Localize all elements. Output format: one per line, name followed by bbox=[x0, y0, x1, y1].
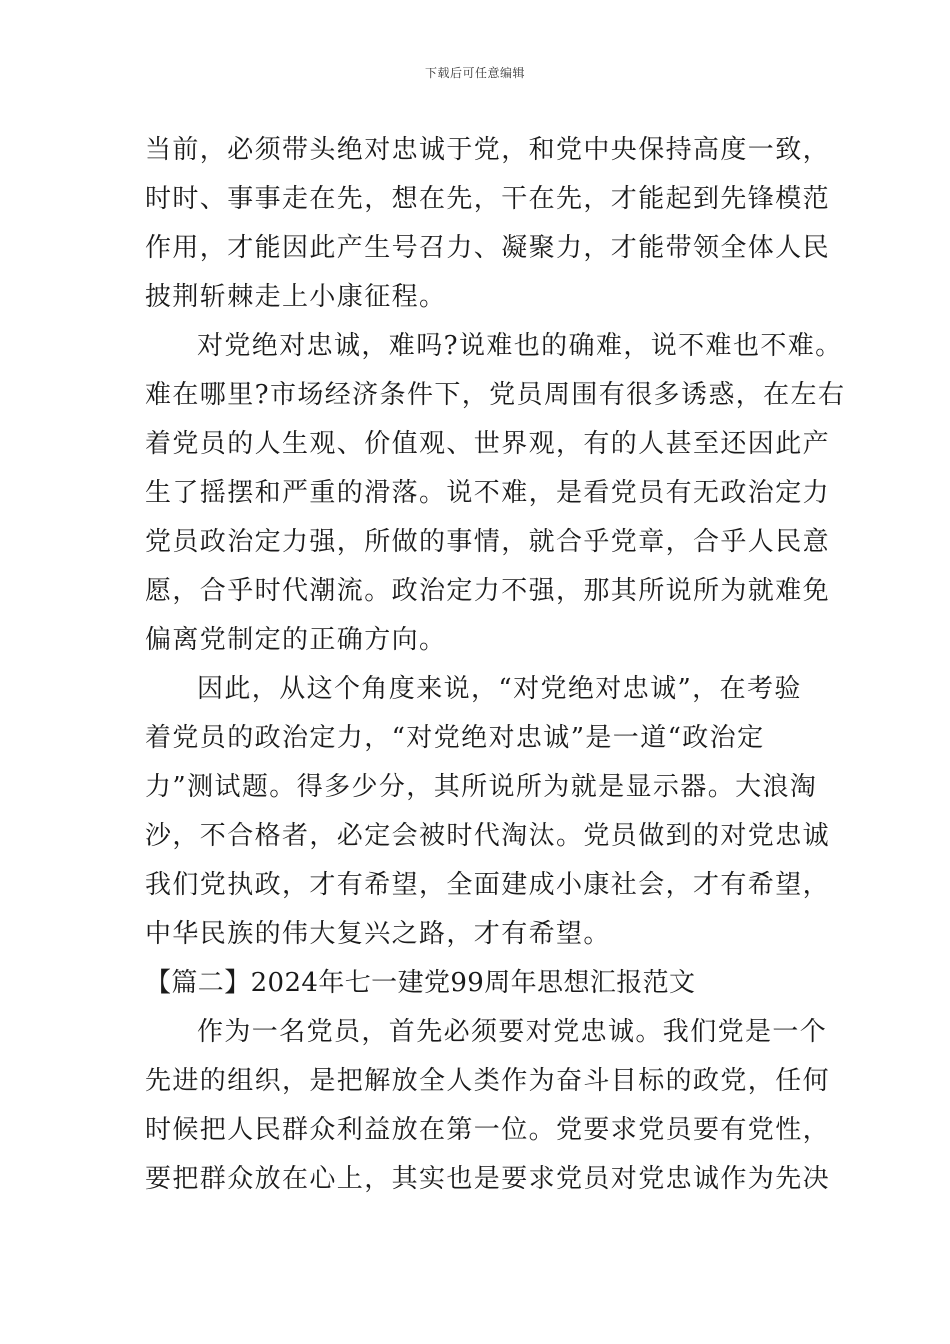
body-line: 偏离党制定的正确方向。 bbox=[145, 625, 447, 655]
page-header-note: 下载后可任意编辑 bbox=[424, 66, 525, 80]
body-line: 时时、事事走在先，想在先，干在先，才能起到先锋模范 bbox=[145, 184, 831, 214]
body-line: 愿，合乎时代潮流。政治定力不强，那其所说所为就难免 bbox=[145, 576, 831, 606]
paragraph-first-line: 作为一名党员，首先必须要对党忠诚。我们党是一个 bbox=[197, 1017, 828, 1047]
body-line: 先进的组织，是把解放全人类作为奋斗目标的政党，任何 bbox=[145, 1066, 831, 1096]
paragraph-first-line: 对党绝对忠诚，难吗?说难也的确难，说不难也不难。 bbox=[197, 331, 843, 361]
body-line: 作用，才能因此产生号召力、凝聚力，才能带领全体人民 bbox=[145, 233, 831, 263]
body-line: 着党员的人生观、价值观、世界观，有的人甚至还因此产 bbox=[145, 429, 831, 459]
body-line: 要把群众放在心上，其实也是要求党员对党忠诚作为先决 bbox=[145, 1164, 831, 1194]
body-line: 披荆斩棘走上小康征程。 bbox=[145, 282, 447, 312]
body-line: 沙，不合格者，必定会被时代淘汰。党员做到的对党忠诚 bbox=[145, 821, 831, 851]
document-body bbox=[145, 126, 846, 1204]
body-line: 生了摇摆和严重的滑落。说不难，是看党员有无政治定力 bbox=[145, 478, 831, 508]
body-line: 中华民族的伟大复兴之路，才有希望。 bbox=[145, 919, 611, 949]
body-line: 力”测试题。得多少分，其所说所为就是显示器。大浪淘 bbox=[145, 772, 818, 802]
body-line: 时候把人民群众利益放在第一位。党要求党员要有党性， bbox=[145, 1115, 831, 1145]
body-line: 党员政治定力强，所做的事情，就合乎党章，合乎人民意 bbox=[145, 527, 831, 557]
body-line: 我们党执政，才有希望，全面建成小康社会，才有希望， bbox=[145, 870, 831, 900]
body-line: 难在哪里?市场经济条件下，党员周围有很多诱惑，在左右 bbox=[145, 380, 846, 410]
section-heading: 【篇二】2024年七一建党99周年思想汇报范文 bbox=[145, 968, 696, 998]
body-line: 当前，必须带头绝对忠诚于党，和党中央保持高度一致， bbox=[145, 135, 831, 165]
body-line: 着党员的政治定力，“对党绝对忠诚”是一道“政治定 bbox=[145, 723, 765, 753]
paragraph-first-line: 因此，从这个角度来说，“对党绝对忠诚”，在考验 bbox=[197, 674, 802, 704]
